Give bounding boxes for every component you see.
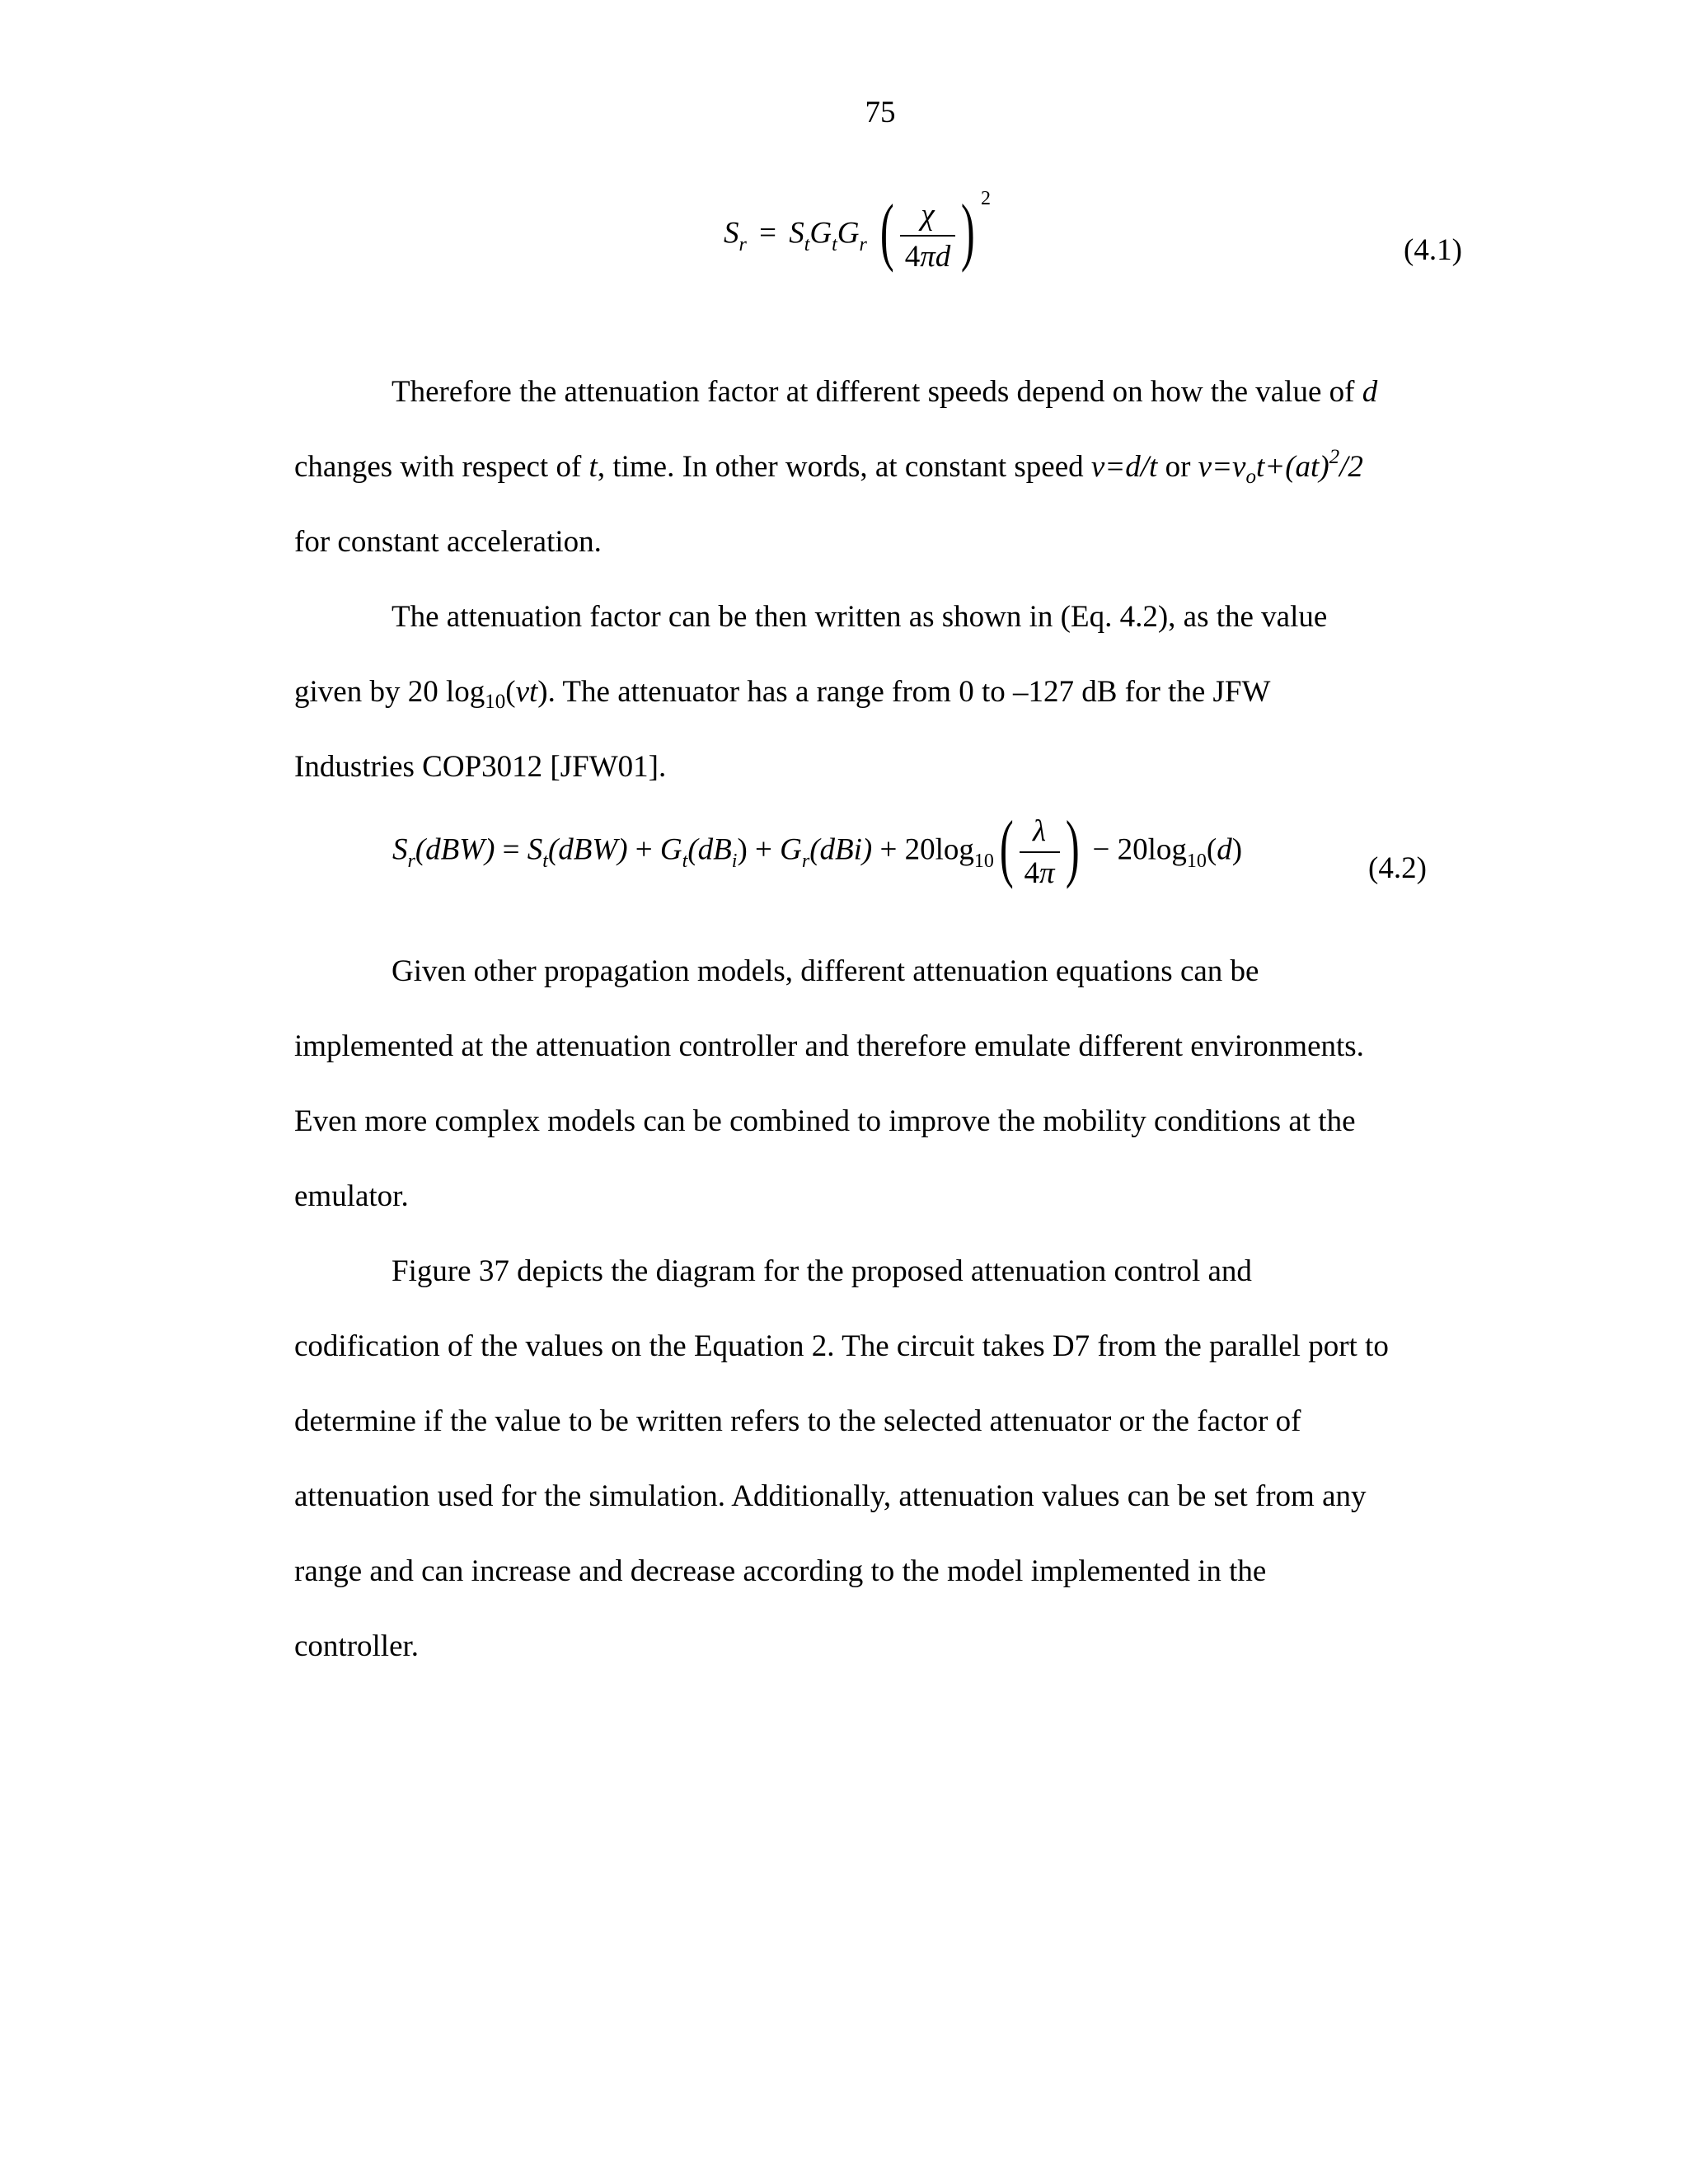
eq2-term3: G (780, 832, 802, 867)
eq2-plus-1: + (635, 832, 653, 867)
eq1-fraction (900, 199, 956, 272)
p2-line-2-text-b: ( (505, 675, 516, 709)
paragraph-2 (294, 579, 1473, 804)
equation-4-2 (392, 805, 1243, 890)
eq2-fraction-denominator (1020, 858, 1060, 888)
eq2-close-paren: ) (1065, 805, 1080, 889)
eq2-fraction-bar (1020, 851, 1060, 853)
eq2-term1-unit: (dBW) (547, 832, 628, 867)
p1-line-3: for constant acceleration. (294, 525, 602, 559)
eq2-term2: G (659, 832, 682, 867)
eq2-minus: − (1092, 832, 1110, 867)
p4-line-6: controller. (294, 1629, 420, 1663)
p4-line-5: range and can increase and decrease according to the model implemented in the (294, 1554, 1267, 1588)
eq2-lhs-unit: (dBW) (415, 832, 495, 867)
paragraph-4 (294, 1234, 1473, 1684)
eq2-equals: = (502, 832, 520, 867)
p4-line-2: codification of the values on the Equation 2. The circuit takes D7 from the parallel port to (294, 1329, 1389, 1363)
eq2-arg-close: ) (1231, 832, 1243, 867)
eq1-fraction-bar (900, 235, 956, 237)
eq2-log-1: log (935, 832, 974, 867)
p2-var-vt: vt (515, 675, 538, 709)
p1-eq-accel-a: v=v (1198, 450, 1246, 484)
eq2-arg: d (1217, 832, 1232, 867)
p2-line-2 (294, 654, 1473, 729)
p3-line-4: emulator. (294, 1179, 409, 1213)
eq2-lhs: S (392, 832, 408, 867)
eq2-log-1-sub: 10 (973, 851, 994, 873)
eq1-term-st-sub: t (804, 234, 810, 256)
eq1-den-number: 4 (904, 240, 921, 274)
eq2-log-2: log (1147, 832, 1187, 867)
eq2-den-symbol: π (1039, 856, 1055, 890)
eq2-lhs-sub: r (407, 851, 415, 873)
eq1-term-gt-sub: t (832, 234, 837, 256)
p4-line-1: Figure 37 depicts the diagram for the proposed attenuation control and (392, 1254, 1252, 1288)
p2-line-2-text-c: ). The attenuator has a range from 0 to –127 dB for the JFW (537, 675, 1271, 709)
p1-eq-accel-b: t+(at) (1255, 450, 1329, 484)
p1-eq-accel-c: /2 (1339, 450, 1363, 484)
eq1-close-paren: ) (961, 189, 976, 273)
eq1-term-gr: G (837, 216, 860, 251)
eq1-exponent: 2 (980, 188, 991, 210)
eq2-arg-open: ( (1206, 832, 1217, 867)
p4-line-3: determine if the value to be written refers to the selected attenuator or the factor of (294, 1404, 1301, 1438)
eq2-plus-3: + (879, 832, 898, 867)
eq2-term2-sub: t (682, 851, 688, 873)
p1-var-t: t (588, 450, 598, 484)
eq2-term2-unit-close: ) (737, 832, 748, 867)
eq2-term3-unit: (dBi) (809, 832, 873, 867)
eq2-plus-2: + (755, 832, 772, 867)
p1-line-1 (294, 354, 1473, 429)
eq2-term2-unit-open: (dB (687, 832, 732, 867)
p3-line-3: Even more complex models can be combined to improve the mobility conditions at the (294, 1104, 1356, 1138)
eq1-open-paren: ( (880, 189, 894, 273)
paragraph-1 (294, 354, 1473, 579)
eq2-term1-sub: t (542, 851, 548, 873)
p3-line-2: implemented at the attenuation controller and therefore emulate different environments. (294, 1029, 1364, 1063)
p1-line-2-text-b: , time. In other words, at constant speed (597, 450, 1091, 484)
p1-line-2-or: or (1157, 450, 1198, 484)
equation-4-1 (724, 188, 991, 274)
p2-line-2-text-a: given by 20 log (294, 675, 485, 709)
eq1-fraction-denominator (900, 241, 956, 272)
p1-var-d: d (1362, 375, 1378, 409)
paragraph-3 (294, 934, 1473, 1234)
eq1-fraction-numerator: χ (921, 198, 935, 232)
eq2-log-2-sub: 10 (1186, 851, 1207, 873)
eq1-term-gt: G (809, 216, 832, 251)
p2-line-1: The attenuation factor can be then written as shown in (Eq. 4.2), as the value (392, 600, 1328, 634)
eq1-lhs: S (724, 216, 739, 251)
p1-line-2 (294, 429, 1473, 504)
eq2-coef-1: 20 (904, 832, 935, 867)
p4-line-4: attenuation used for the simulation. Additionally, attenuation values can be set from any (294, 1479, 1367, 1513)
p2-log-sub: 10 (485, 691, 506, 713)
eq1-lhs-sub: r (738, 234, 747, 256)
p1-eq-accel-sub: o (1245, 466, 1256, 488)
eq2-term2-unit-sub: i (731, 851, 738, 873)
eq1-den-symbol: πd (920, 240, 951, 274)
eq2-den-number: 4 (1024, 856, 1040, 890)
p1-line-1-text: Therefore the attenuation factor at different speeds depend on how the value of (392, 375, 1362, 409)
eq2-fraction (1020, 816, 1060, 888)
page-number: 75 (865, 96, 896, 129)
eq2-fraction-numerator: λ (1033, 814, 1047, 848)
equation-4-2-label: (4.2) (1368, 851, 1427, 885)
p3-line-1: Given other propagation models, different attenuation equations can be (392, 954, 1259, 988)
equation-4-1-label: (4.1) (1404, 233, 1462, 267)
eq2-coef-2: 20 (1117, 832, 1148, 867)
p1-eq-accel-sup: 2 (1329, 446, 1340, 468)
p1-eq-constant-speed: v=d/t (1090, 450, 1158, 484)
p1-line-2-text-a: changes with respect of (294, 450, 589, 484)
eq2-term3-sub: r (801, 851, 810, 873)
eq1-equals: = (759, 216, 776, 251)
eq1-term-gr-sub: r (859, 234, 867, 256)
eq1-term-st: S (789, 216, 804, 251)
p2-line-3: Industries COP3012 [JFW01]. (294, 750, 667, 784)
eq2-term1: S (527, 832, 543, 867)
eq2-open-paren: ( (999, 805, 1014, 889)
